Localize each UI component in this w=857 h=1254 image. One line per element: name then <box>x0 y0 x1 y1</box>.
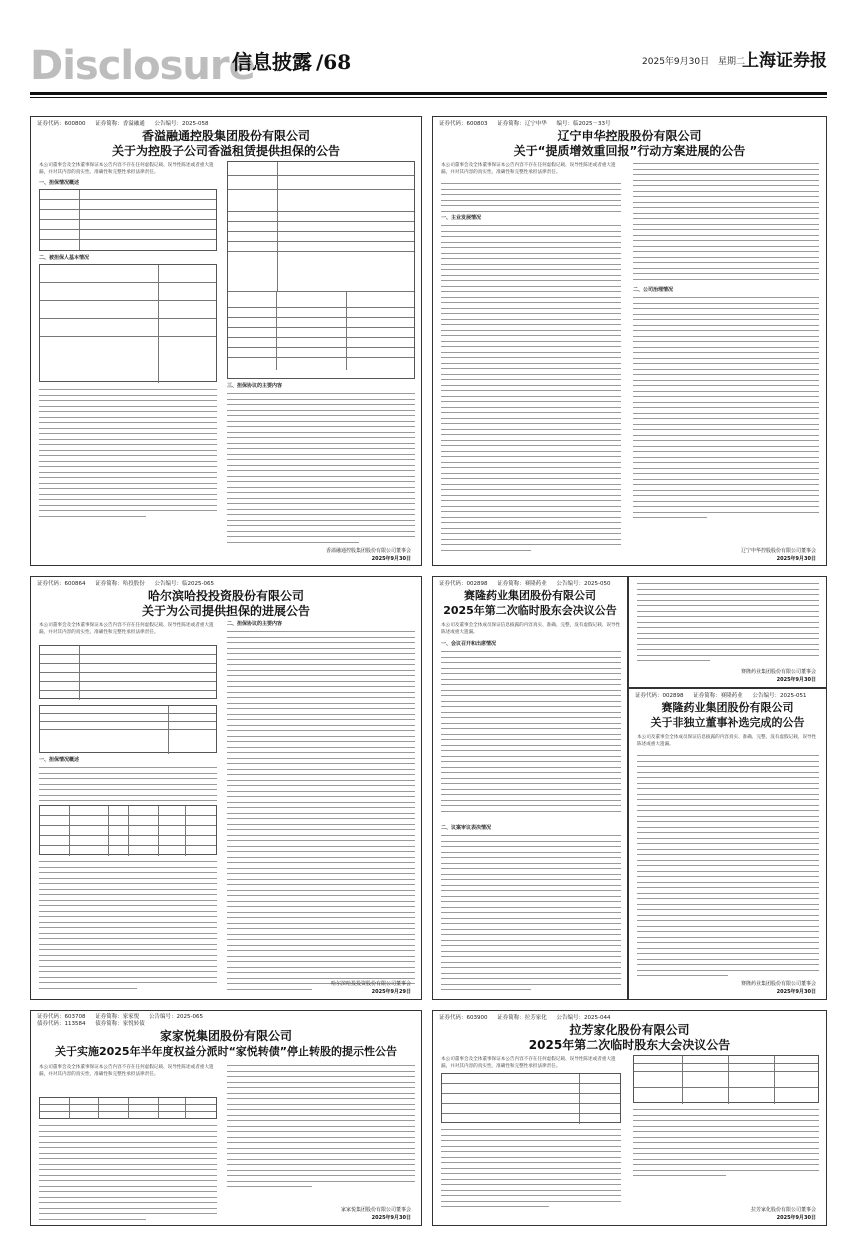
body-text <box>39 861 217 993</box>
guarantee-stats-table <box>39 264 217 382</box>
sign-date: 2025年9月30日 <box>776 556 816 562</box>
section-heading: 一、担保情况概述 <box>39 757 80 763</box>
company-name: 赛隆药业集团股份有限公司 <box>661 701 794 714</box>
announcement-hatou <box>30 576 422 1000</box>
attendance-table <box>441 1073 621 1123</box>
announcement-title: 关于非独立董事补选完成的公告 <box>650 716 805 729</box>
notice-number: 公告编号：临2025-065 <box>154 581 214 587</box>
sign-date: 2025年9月30日 <box>776 1215 816 1221</box>
section-heading: 一、会议召开和出席情况 <box>441 641 497 647</box>
body-text <box>633 297 819 523</box>
stock-short-name: 证券简称：拉芳家化 <box>497 1015 547 1021</box>
bond-short-name: 债券简称：家悦转债 <box>95 1021 145 1027</box>
body-text <box>227 1065 415 1192</box>
stock-code: 证券代码：600803 <box>439 121 488 127</box>
notice-number: 公告编号：2025-058 <box>154 121 209 127</box>
notice-number: 编号：临2025－33号 <box>556 121 611 127</box>
body-text <box>633 1109 819 1181</box>
stock-short-name: 证券简称：香溢融通 <box>95 121 145 127</box>
signature: 赛隆药业集团股份有限公司董事会 <box>740 981 816 987</box>
masthead-rule-thick <box>30 92 827 95</box>
stock-short-name: 证券简称：赛隆药业 <box>497 581 547 587</box>
sign-date: 2025年9月30日 <box>776 989 816 995</box>
signature: 哈尔滨哈投投资股份有限公司董事会 <box>330 981 411 987</box>
announcement-title: 关于为公司提供担保的进展公告 <box>141 604 310 618</box>
notice-number: 公告编号：2025-050 <box>556 581 611 587</box>
announcement-title: 关于实施2025年半年度权益分派时“家悦转债”停止转股的提示性公告 <box>54 1045 398 1058</box>
guarantee-detail-table <box>39 805 217 855</box>
company-name: 哈尔滨哈投投资股份有限公司 <box>147 589 304 603</box>
signature: 赛隆药业集团股份有限公司董事会 <box>740 669 816 675</box>
section-heading: 二、议案审议表决情况 <box>441 825 492 831</box>
page-number: /68 <box>316 50 352 74</box>
notice-number: 公告编号：2025-044 <box>556 1015 611 1021</box>
bond-codes <box>37 1021 153 1028</box>
announcement-title: 关于为控股子公司香溢租赁提供担保的公告 <box>111 144 340 158</box>
board-statement: 本公司及董事会全体成员保证信息披露的内容真实、准确、完整，没有虚假记载、误导性陈述或重大遗漏。 <box>637 735 817 747</box>
subsidiary-info-table <box>227 161 415 379</box>
announcement-sailong-meeting <box>432 576 628 1000</box>
stock-short-name: 证券简称：辽宁申华 <box>497 121 547 127</box>
board-statement: 本公司董事会及全体董事保证本公告内容不存在任何虚假记载、误导性陈述或者重大遗漏，并对其内容的真实性、准确性和完整性承担法律责任。 <box>39 163 214 175</box>
guarantee-stats-table <box>39 705 217 753</box>
body-text <box>441 225 621 555</box>
company-name: 家家悦集团股份有限公司 <box>159 1029 292 1043</box>
board-statement: 本公司及董事会全体成员保证信息披露的内容真实、准确、完整，没有虚假记载、误导性陈述或重大遗漏。 <box>441 623 621 635</box>
body-text <box>39 1125 217 1224</box>
issue-weekday: 星期二 <box>717 57 745 67</box>
stock-code: 证券代码：002898 <box>635 693 684 699</box>
section-heading: 二、公司治理情况 <box>633 287 674 293</box>
stock-short-name: 证券简称：赛隆药业 <box>693 693 743 699</box>
board-statement: 本公司董事会及全体董事保证本公告内容不存在任何虚假记载、误导性陈述或者重大遗漏，并对其内容的真实性、准确性和完整性承担法律责任。 <box>441 163 616 175</box>
body-text <box>227 393 415 547</box>
section-heading: 一、主业发展情况 <box>441 215 482 221</box>
body-text <box>637 755 819 981</box>
issue-meta <box>636 56 745 68</box>
section-name: 信息披露 <box>232 50 312 74</box>
body-text <box>441 835 621 995</box>
section-heading: 三、担保协议的主要内容 <box>227 383 283 389</box>
masthead-rule-thin <box>30 97 827 98</box>
body-text <box>441 651 621 816</box>
stock-code: 证券代码：002898 <box>439 581 488 587</box>
guarantee-summary-table <box>39 189 217 251</box>
stock-codes <box>37 580 222 588</box>
notice-number: 公告编号：2025-051 <box>752 693 807 699</box>
stock-codes <box>37 1014 211 1021</box>
section-heading: 二、担保协议的主要内容 <box>227 621 283 627</box>
masthead <box>0 0 857 100</box>
body-text <box>39 767 217 806</box>
sign-date: 2025年9月30日 <box>371 1215 411 1221</box>
newspaper-name: 上海证券报 <box>742 51 827 71</box>
company-name: 拉芳家化股份有限公司 <box>569 1023 690 1037</box>
signature: 拉芳家化股份有限公司董事会 <box>750 1207 816 1213</box>
announcement-shenhua <box>432 116 827 566</box>
stock-code: 证券代码：600800 <box>37 121 86 127</box>
stock-codes <box>439 1014 619 1022</box>
announcement-jiajiayue <box>30 1010 422 1226</box>
bond-code: 债券代码：113584 <box>37 1021 86 1027</box>
body-text <box>227 631 415 994</box>
body-text <box>633 163 819 284</box>
stock-short-name: 证券简称：哈投股份 <box>95 581 145 587</box>
stock-codes <box>439 580 619 588</box>
announcement-lafang <box>432 1010 827 1226</box>
stock-codes <box>439 120 619 128</box>
announcement-sailong-continued <box>628 576 827 688</box>
body-text <box>441 183 621 216</box>
body-text <box>637 583 819 666</box>
company-name: 香溢融通控股集团股份有限公司 <box>141 129 310 143</box>
company-name: 赛隆药业集团股份有限公司 <box>464 589 596 602</box>
sign-date: 2025年9月30日 <box>371 556 411 562</box>
board-statement: 本公司董事会及全体董事保证本公告内容不存在任何虚假记载、误导性陈述或者重大遗漏，并对其内容的真实性、准确性和完整性承担法律责任。 <box>39 1065 214 1077</box>
announcement-xiangyi <box>30 116 422 566</box>
announcement-title: 2025年第二次临时股东大会决议公告 <box>528 1038 731 1052</box>
section-title <box>232 50 351 74</box>
notice-number: 公告编号：2025-065 <box>149 1014 203 1020</box>
disclosure-wordmark: Disclosure <box>30 43 255 89</box>
section-heading: 一、担保情况概述 <box>39 180 80 186</box>
suspension-table <box>39 1097 217 1119</box>
signature: 香溢融通控股集团股份有限公司董事会 <box>325 548 411 554</box>
stock-short-name: 证券简称：家家悦 <box>95 1014 140 1020</box>
announcement-title: 关于“提质增效重回报”行动方案进展的公告 <box>513 144 746 158</box>
stock-codes <box>635 692 815 700</box>
announcement-title: 2025年第二次临时股东会决议公告 <box>443 604 617 617</box>
announcement-sailong-director <box>628 688 827 1000</box>
sign-date: 2025年9月30日 <box>776 677 816 683</box>
company-name: 辽宁申华控股股份有限公司 <box>557 129 702 143</box>
stock-code: 证券代码：603708 <box>37 1014 86 1020</box>
sign-date: 2025年9月29日 <box>371 989 411 995</box>
body-text <box>441 1129 621 1212</box>
voting-results-table <box>633 1055 819 1103</box>
stock-code: 证券代码：603900 <box>439 1015 488 1021</box>
stock-codes <box>37 120 217 128</box>
body-text <box>39 389 217 521</box>
board-statement: 本公司董事会及全体董事保证本公告内容不存在任何虚假记载、误导性陈述或者重大遗漏，并对其内容的真实性、准确性和完整性承担法律责任。 <box>39 623 214 635</box>
signature: 家家悦集团股份有限公司董事会 <box>340 1207 411 1213</box>
section-heading: 二、被担保人基本情况 <box>39 255 90 261</box>
signature: 辽宁申华控股股份有限公司董事会 <box>740 548 816 554</box>
issue-date: 2025年9月30日 <box>642 57 710 67</box>
guarantee-summary-table <box>39 645 217 699</box>
stock-code: 证券代码：600864 <box>37 581 86 587</box>
board-statement: 本公司董事会及全体董事保证本公告内容不存在任何虚假记载、误导性陈述或者重大遗漏，并对其内容的真实性、准确性和完整性承担法律责任。 <box>441 1057 616 1069</box>
